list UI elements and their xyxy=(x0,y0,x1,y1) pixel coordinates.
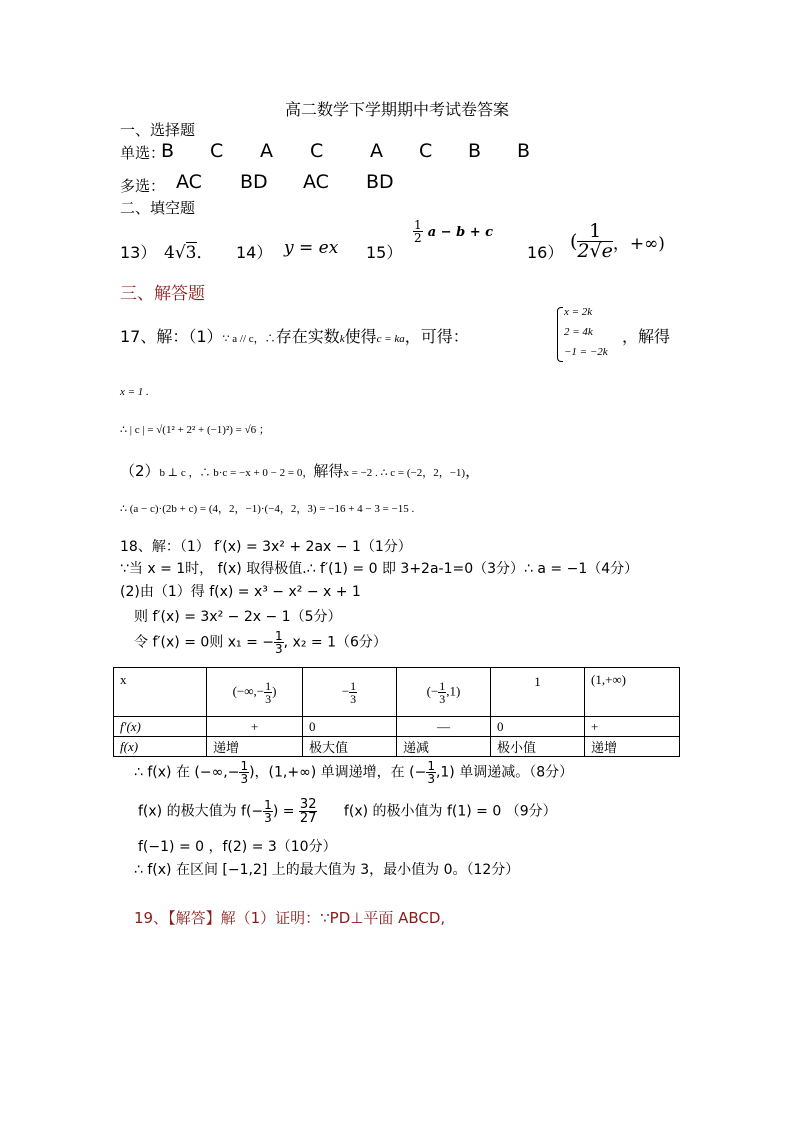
table-cell: 极小值 xyxy=(491,737,585,757)
multi-answer-2: BD xyxy=(240,171,268,193)
table-cell: − $\frac{1}{3}$ xyxy=(303,668,397,717)
single-answer-1: B xyxy=(161,140,175,162)
q18-c1-frac1: $\frac{1}{3}$ xyxy=(240,759,249,786)
table-cell: f(x) xyxy=(114,737,207,757)
q17-part2-c: x = −2 . ∴ c = (−2，2，−1) xyxy=(343,467,466,479)
q18-conclusion3: f(−1) = 0 ，f(2) = 3（10分） xyxy=(138,839,337,855)
fill-q15-label: 15） xyxy=(366,243,403,262)
q16-paren: ( xyxy=(570,230,578,253)
q18-c2-frac2: $\frac{32}{27}$ xyxy=(299,797,317,826)
q16-fraction: $\frac{1}{2√e}$ xyxy=(577,220,613,262)
q13-radicand: 3 xyxy=(185,243,197,263)
q18-line4: 则 f′(x) = 3x² − 2x − 1（5分） xyxy=(134,609,342,625)
table-cell: (− $\frac{1}{3}$ ,1) xyxy=(397,668,491,717)
table-cell: — xyxy=(397,717,491,737)
table-cell: + xyxy=(207,717,303,737)
single-answer-7: B xyxy=(468,140,482,162)
q18-line2-a: ∵当 x = 1时， f(x) 取得极值.∴ f′(1) = 0 即 xyxy=(120,561,401,577)
q18-line5 xyxy=(134,630,387,655)
q18-conclusion2 xyxy=(138,798,557,825)
q16-rest: ，+∞) xyxy=(612,234,665,254)
q17-x-value: x = 1 . xyxy=(120,386,149,398)
q18-c1-frac2: $\frac{1}{3}$ xyxy=(427,759,435,786)
q15-half-1: $\frac{1}{2}$ xyxy=(414,218,422,245)
q17-dot-product: ∴ (a − c)·(2b + c) = (4，2，−1)·(−4，2，3) = −16 + 4 − 3 = −15 . xyxy=(120,503,415,515)
q15-expression: a − b + c xyxy=(427,225,494,240)
table-cell: 递增 xyxy=(207,737,303,757)
monotonicity-table xyxy=(113,667,680,757)
multi-answer-1: AC xyxy=(176,171,202,193)
q18-c2-c: f(x) 的极小值为 f(1) = 0 （9分） xyxy=(343,803,557,820)
single-choice-label: 单选： xyxy=(120,144,166,162)
q13-coefficient: 4 xyxy=(164,243,175,263)
fill-q16-answer xyxy=(570,222,665,261)
q17-condition: ∵ a // c，∴ xyxy=(222,333,276,345)
single-choice-row xyxy=(120,141,164,163)
fill-q16-label: 16） xyxy=(527,243,564,262)
q18-line5-frac: $\frac{1}{3}$ xyxy=(275,629,283,656)
q18-line2-b: 3+2a-1=0（3分） xyxy=(400,561,525,577)
table-cell: 极大值 xyxy=(303,737,397,757)
q17-text2: 使得 xyxy=(344,327,377,346)
q18-line5-a: 令 f′(x) = 0则 x₁ = − xyxy=(134,634,275,651)
q17-part2-a: b ⊥ c ，∴ b·c = −x + 0 − 2 = 0， xyxy=(159,467,314,479)
fill-q15-answer xyxy=(413,219,493,244)
q17-system-eq2: 2 = 4k xyxy=(564,326,593,338)
q18-c2-frac1: $\frac{1}{3}$ xyxy=(264,798,272,825)
fill-q13-label: 13） xyxy=(120,243,157,262)
q17-system-eq3: −1 = −2k xyxy=(564,346,608,358)
table-cell: f′(x) xyxy=(114,717,207,737)
table-cell: 0 xyxy=(491,717,585,737)
table-cell: (−∞,− $\frac{1}{3}$ ) xyxy=(207,668,303,717)
single-answer-8: B xyxy=(517,140,531,162)
page-title: 高二数学下学期期中考试卷答案 xyxy=(284,100,509,119)
table-row xyxy=(114,717,680,737)
table-cell: 1 xyxy=(491,668,585,717)
q17-ka: c = ka xyxy=(376,333,405,345)
q18-c1-a: ∴ f(x) 在 (−∞,− xyxy=(134,764,240,781)
q18-c1-c: ,1) 单调递减。（8分） xyxy=(435,764,574,781)
q17-line1 xyxy=(120,324,469,347)
single-answer-4: C xyxy=(310,140,324,162)
single-answer-2: C xyxy=(210,140,224,162)
table-row xyxy=(114,737,680,757)
fill-q13-answer xyxy=(164,238,214,263)
section-fill-heading: 二、填空题 xyxy=(120,199,196,217)
q17-modulus: ∴ | c | = √(1² + 2² + (−1)²) = √6 ； xyxy=(120,424,270,436)
q18-line2 xyxy=(120,558,638,578)
section-solution-heading: 三、解答题 xyxy=(120,284,205,304)
multi-choice-label: 多选： xyxy=(120,177,166,195)
q17-part2-d: ， xyxy=(465,462,481,480)
table-cell: 递减 xyxy=(397,737,491,757)
table-row xyxy=(114,668,680,717)
single-answer-6: C xyxy=(419,140,433,162)
q18-c2-a: f(x) 的极大值为 f(− xyxy=(138,803,264,820)
single-answer-3: A xyxy=(260,140,273,162)
q17-part2 xyxy=(120,460,480,481)
q18-c1-b: )，(1,+∞) 单调递增，在 (− xyxy=(249,764,427,781)
q18-line3: (2)由（1）得 f(x) = x³ − x² − x + 1 xyxy=(120,584,361,600)
q19-start: 19、【解答】解（1）证明：∵PD⊥平面 ABCD, xyxy=(134,909,446,927)
table-cell: 递增 xyxy=(585,737,680,757)
q18-line5-b: , x₂ = 1（6分） xyxy=(283,634,387,651)
table-cell: (1,+∞) xyxy=(585,668,680,717)
single-answer-5: A xyxy=(370,140,383,162)
sqrt-symbol: √ xyxy=(174,243,186,263)
table-cell: + xyxy=(585,717,680,737)
q17-text1: 存在实数 xyxy=(275,327,340,346)
q18-c2-b: ) = xyxy=(272,803,295,820)
table-cell: 0 xyxy=(303,717,397,737)
q18-line2-c: ∴ a = −1（4分） xyxy=(524,561,639,577)
q18-conclusion1 xyxy=(134,760,573,785)
q17-part2-b: 解得 xyxy=(313,462,344,480)
q17-part2-label: （2） xyxy=(120,462,160,480)
multi-answer-4: BD xyxy=(366,171,394,193)
table-cell: x xyxy=(114,668,207,717)
q17-system-brace xyxy=(557,307,563,362)
q18-conclusion4: ∴ f(x) 在区间 [−1,2] 上的最大值为 3，最小值为 0。（12分） xyxy=(134,862,520,878)
q17-intro: 17、解：（1） xyxy=(120,327,223,346)
fill-q14-label: 14） xyxy=(236,243,273,262)
q18-line1: 18、解：（1） f′(x) = 3x² + 2ax − 1（1分） xyxy=(120,539,412,555)
q13-end: ． xyxy=(196,243,214,263)
multi-answer-3: AC xyxy=(303,171,329,193)
q17-text3: ，可得： xyxy=(404,327,469,346)
q17-system-eq1: x = 2k xyxy=(564,306,593,318)
fill-q14-answer: y = ex xyxy=(284,238,339,258)
q17-k: k xyxy=(339,333,345,345)
section-choice-heading: 一、选择题 xyxy=(120,121,196,139)
q17-solve-text: ，解得 xyxy=(622,327,671,346)
